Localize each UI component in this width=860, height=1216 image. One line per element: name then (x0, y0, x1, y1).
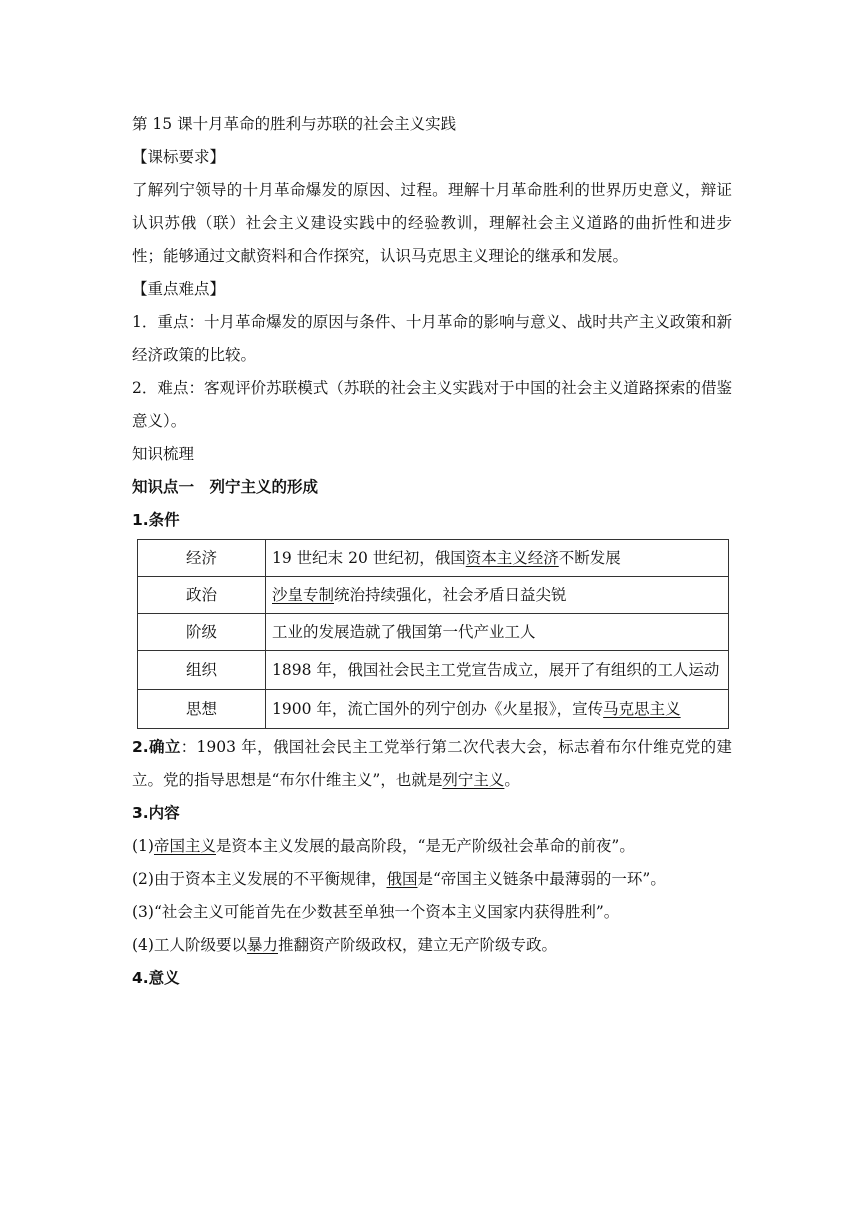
content-item: (1)帝国主义是资本主义发展的最高阶段，“是无产阶级社会革命的前夜”。 (132, 837, 635, 855)
table-row (138, 577, 729, 614)
key-point-2: 2．难点：客观评价苏联模式（苏联的社会主义实践对于中国的社会主义道路探索的借鉴意义）。 (132, 379, 732, 430)
condition-value: 1900 年，流亡国外的列宁创办《火星报》，宣传马克思主义 (266, 690, 729, 729)
section-title-conditions: 1.条件 (132, 511, 180, 529)
section-title-significance: 4.意义 (132, 969, 180, 987)
establishment-paragraph: 2.确立：1903 年，俄国社会民主工党举行第二次代表大会，标志着布尔什维克党的建立。党的指导思想是“布尔什维主义”，也就是列宁主义。 (132, 738, 732, 789)
underlined-term: 沙皇专制 (272, 586, 335, 604)
condition-value: 19 世纪末 20 世纪初，俄国资本主义经济不断发展 (266, 540, 729, 577)
underlined-term: 俄国 (386, 870, 418, 888)
table-row (138, 614, 729, 651)
underlined-term: 马克思主义 (603, 700, 681, 718)
table-row (138, 690, 729, 729)
condition-key: 组织 (138, 651, 266, 690)
condition-key: 阶级 (138, 614, 266, 651)
condition-key: 思想 (138, 690, 266, 729)
key-point-1: 1．重点：十月革命爆发的原因与条件、十月革命的影响与意义、战时共产主义政策和新经济政策的比较。 (132, 313, 732, 364)
underlined-term: 帝国主义 (153, 837, 216, 855)
key-heading: 【重点难点】 (132, 280, 226, 298)
section-title-content: 3.内容 (132, 804, 180, 822)
content-item: (4)工人阶级要以暴力推翻资产阶级政权，建立无产阶级专政。 (132, 936, 557, 954)
underlined-term: 暴力 (246, 936, 278, 954)
document-page (132, 108, 732, 995)
underlined-term: 资本主义经济 (465, 549, 559, 567)
underlined-term: 列宁主义 (442, 771, 505, 789)
knowledge-point-heading: 知识点一 列宁主义的形成 (132, 478, 319, 496)
table-row (138, 651, 729, 690)
curriculum-text: 了解列宁领导的十月革命爆发的原因、过程。理解十月革命胜利的世界历史意义，辩证认识苏俄（联）社会主义建设实践中的经验教训，理解社会主义道路的曲折性和进步性；能够通过文献资料和合作探究，认识马克思主义理论的继承和发展。 (132, 181, 732, 265)
conditions-table (137, 539, 729, 729)
curriculum-heading: 【课标要求】 (132, 148, 226, 166)
section-title-establishment: 2.确立 (132, 738, 181, 756)
condition-value: 工业的发展造就了俄国第一代产业工人 (266, 614, 729, 651)
condition-value: 1898 年，俄国社会民主工党宣告成立，展开了有组织的工人运动 (266, 651, 729, 690)
table-row (138, 540, 729, 577)
content-item: (2)由于资本主义发展的不平衡规律，俄国是“帝国主义链条中最薄弱的一环”。 (132, 870, 666, 888)
condition-key: 经济 (138, 540, 266, 577)
condition-value: 沙皇专制统治持续强化，社会矛盾日益尖锐 (266, 577, 729, 614)
content-item: (3)“社会主义可能首先在少数甚至单独一个资本主义国家内获得胜利”。 (132, 903, 620, 921)
lesson-title: 第 15 课十月革命的胜利与苏联的社会主义实践 (132, 115, 457, 133)
condition-key: 政治 (138, 577, 266, 614)
knowledge-heading: 知识梳理 (132, 445, 195, 463)
